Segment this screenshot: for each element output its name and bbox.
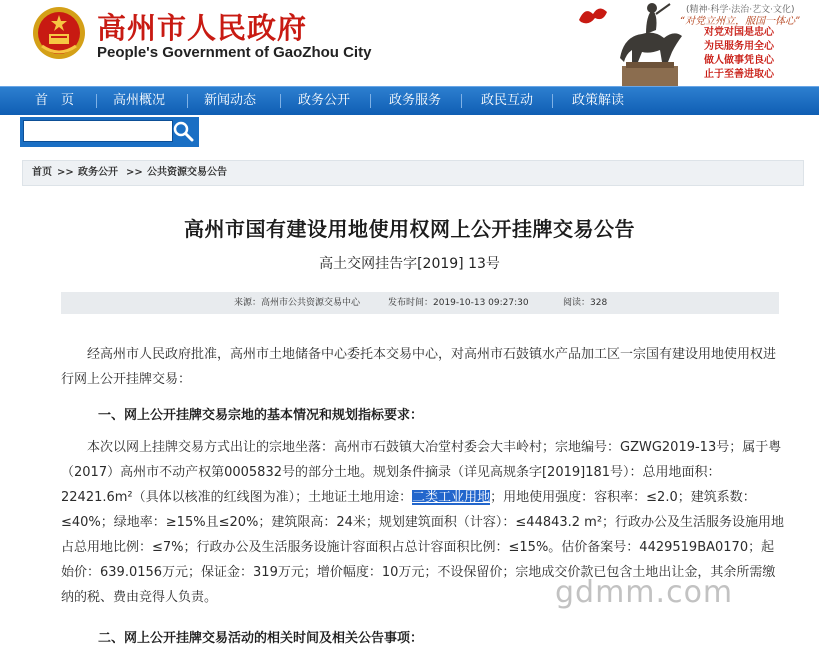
slogan-item: 对党对国是忠心: [704, 27, 774, 38]
search-button[interactable]: [170, 119, 196, 143]
article-read-count: 阅读：328: [563, 298, 608, 308]
slogan-list: [704, 26, 774, 82]
slogan-item: 做人做事凭良心: [704, 55, 774, 66]
nav-divider: [552, 94, 553, 108]
article-publish-time: 发布时间：2019-10-13 09:27:30: [388, 298, 529, 308]
main-nav: [0, 86, 819, 115]
search-icon: [170, 119, 196, 143]
nav-item-gov-affairs-open[interactable]: 政务公开: [298, 93, 351, 108]
article-source: 来源：高州市公共资源交易中心: [234, 298, 361, 308]
breadcrumb-separator: >>: [126, 167, 143, 178]
site-subtitle: People's Government of GaoZhou City: [97, 44, 372, 61]
nav-item-interaction[interactable]: 政民互动: [481, 93, 534, 108]
section-heading: 二、网上公开挂牌交易活动的相关时间及相关公告事项：: [98, 631, 424, 646]
nav-divider: [280, 94, 281, 108]
breadcrumb: [22, 160, 804, 186]
nav-item-home[interactable]: 首 页: [35, 93, 75, 108]
nav-item-news[interactable]: 新闻动态: [204, 93, 257, 108]
section-body-text: 本次以网上挂牌交易方式出让的宗地坐落：高州市石鼓镇大冶堂村委会大丰岭村；宗地编号：GZWG2019-13号；属于粤（2017）高州市不动产权第0005832号的部分土地。规划条件摘录（详见高规条字[2019]181号）：总用地面积：22421.6m²（具体以核准的红线图为准）；土地证土地用途：: [61, 440, 782, 505]
slogan-item: 止于至善进取心: [704, 69, 774, 80]
breadcrumb-gov-affairs-open[interactable]: 政务公开: [78, 167, 118, 178]
nav-divider: [461, 94, 462, 108]
section-body-text: ；用地使用强度：容积率：≤2.0；建筑系数：≤40%；绿地率：≥15%且≤20%；建筑限高：24米；规划建筑面积（计容）：≤44843.2 m²；行政办公及生活服务设施用地占总用地比例：≤7%；行政办公及生活服务设施计容面积占总计容面积比例：≤15%。估价备案号：4429519BA0170；起始价：639.0156万元；保证金：319万元；增价幅度：10万元；不设保留价；宗地成交价款已包含土地出让金，其余所需缴纳的税、费由竞得人负责。: [61, 490, 785, 605]
breadcrumb-home[interactable]: 首页: [32, 167, 52, 178]
article-meta-bar: [61, 292, 779, 314]
search-input[interactable]: [23, 120, 173, 142]
national-emblem-icon: [32, 6, 86, 60]
breadcrumb-separator: >>: [57, 167, 74, 178]
slogan-item: 为民服务用全心: [704, 41, 774, 52]
doc-number: 高土交网挂告字[2019] 13号: [319, 256, 500, 272]
nav-divider: [187, 94, 188, 108]
article-title: 高州市国有建设用地使用权网上公开挂牌交易公告: [184, 217, 635, 241]
land-use-link[interactable]: 二类工业用地: [412, 490, 491, 505]
nav-divider: [370, 94, 371, 108]
slogan-top: (精神·科学·法治·艺文·文化): [686, 5, 795, 15]
nav-item-gov-services[interactable]: 政务服务: [389, 93, 442, 108]
article-intro: 经高州市人民政府批准，高州市土地储备中心委托本交易中心，对高州市石鼓镇水产品加工区一宗国有建设用地使用权进行网上公开挂牌交易：: [61, 347, 777, 387]
slogan-main: “对党立州立，服国一体心”: [680, 16, 801, 27]
nav-item-overview[interactable]: 高州概况: [113, 93, 166, 108]
section-heading: 一、网上公开挂牌交易宗地的基本情况和规划指标要求：: [98, 408, 424, 423]
nav-item-policy[interactable]: 政策解读: [572, 93, 625, 108]
site-header: [0, 0, 819, 86]
search-box: [20, 117, 199, 147]
breadcrumb-public-resource-notice[interactable]: 公共资源交易公告: [147, 167, 227, 178]
site-title[interactable]: 高州市人民政府: [97, 11, 308, 45]
nav-divider: [96, 94, 97, 108]
watermark-text: gdmm.com: [555, 575, 734, 610]
